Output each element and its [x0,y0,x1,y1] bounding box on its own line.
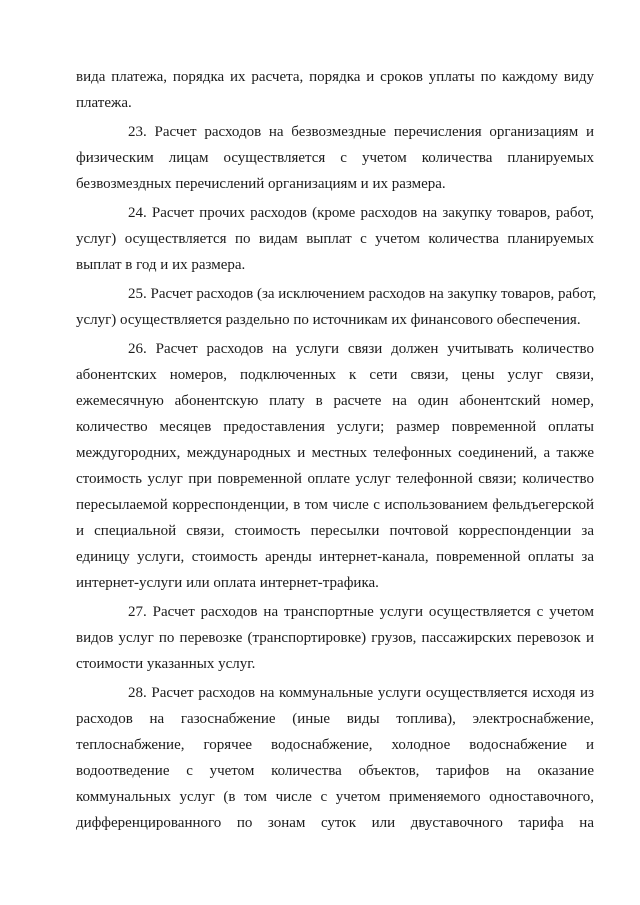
paragraph-27 [76,599,594,677]
text-line: единицу услуги, стоимость аренды интернет-канала, повременной оплаты за [76,549,594,565]
text-line: интернет-услуги или оплата интернет-трафика. [76,575,379,591]
paragraph-24 [76,200,594,278]
text-line: услуг) осуществляется по видам выплат с учетом количества планируемых [76,231,594,247]
text-line: расходов на газоснабжение (иные виды топлива), электроснабжение, [76,711,594,727]
text-line: дифференцированного по зонам суток или двуставочного тарифа на [76,815,594,831]
text-line: 23. Расчет расходов на безвозмездные перечисления организациям и [128,124,594,140]
paragraph-23 [76,119,594,197]
text-line: платежа. [76,95,132,111]
paragraph-continuation [76,64,594,116]
text-line: пересылаемой корреспонденции, в том числе с использованием фельдъегерской [76,497,594,513]
text-line: видов услуг по перевозке (транспортировке) грузов, пассажирских перевозок и [76,630,594,646]
text-line: вида платежа, порядка их расчета, порядка и сроков уплаты по каждому виду [76,69,594,85]
paragraph-26 [76,336,594,596]
text-line: безвозмездных перечислений организациям и их размера. [76,176,446,192]
text-line: абонентских номеров, подключенных к сети связи, цены услуг связи, [76,367,594,383]
text-line: междугородних, международных и местных телефонных соединений, а также [76,445,594,461]
paragraph-28 [76,680,594,836]
text-line: выплат в год и их размера. [76,257,246,273]
text-line: 24. Расчет прочих расходов (кроме расходов на закупку товаров, работ, [128,205,594,221]
text-line: 25. Расчет расходов (за исключением расходов на закупку товаров, работ, [128,286,597,302]
paragraph-25 [76,281,597,333]
text-line: стоимости указанных услуг. [76,656,256,672]
text-line: физическим лицам осуществляется с учетом количества планируемых [76,150,594,166]
document-body [76,64,597,836]
text-line: стоимость услуг при повременной оплате услуг телефонной связи; количество [76,471,594,487]
text-line: 26. Расчет расходов на услуги связи должен учитывать количество [128,341,594,357]
text-line: водоотведение с учетом количества объектов, тарифов на оказание [76,763,594,779]
text-line: количество месяцев предоставления услуги; размер повременной оплаты [76,419,594,435]
text-line: 28. Расчет расходов на коммунальные услуги осуществляется исходя из [128,685,594,701]
text-line: услуг) осуществляется раздельно по источникам их финансового обеспечения. [76,312,581,328]
text-line: коммунальных услуг (в том числе с учетом применяемого одноставочного, [76,789,594,805]
text-line: ежемесячную абонентскую плату в расчете на один абонентский номер, [76,393,594,409]
text-line: теплоснабжение, горячее водоснабжение, холодное водоснабжение и [76,737,594,753]
text-line: 27. Расчет расходов на транспортные услуги осуществляется с учетом [128,604,594,620]
text-line: и специальной связи, стоимость пересылки почтовой корреспонденции за [76,523,594,539]
